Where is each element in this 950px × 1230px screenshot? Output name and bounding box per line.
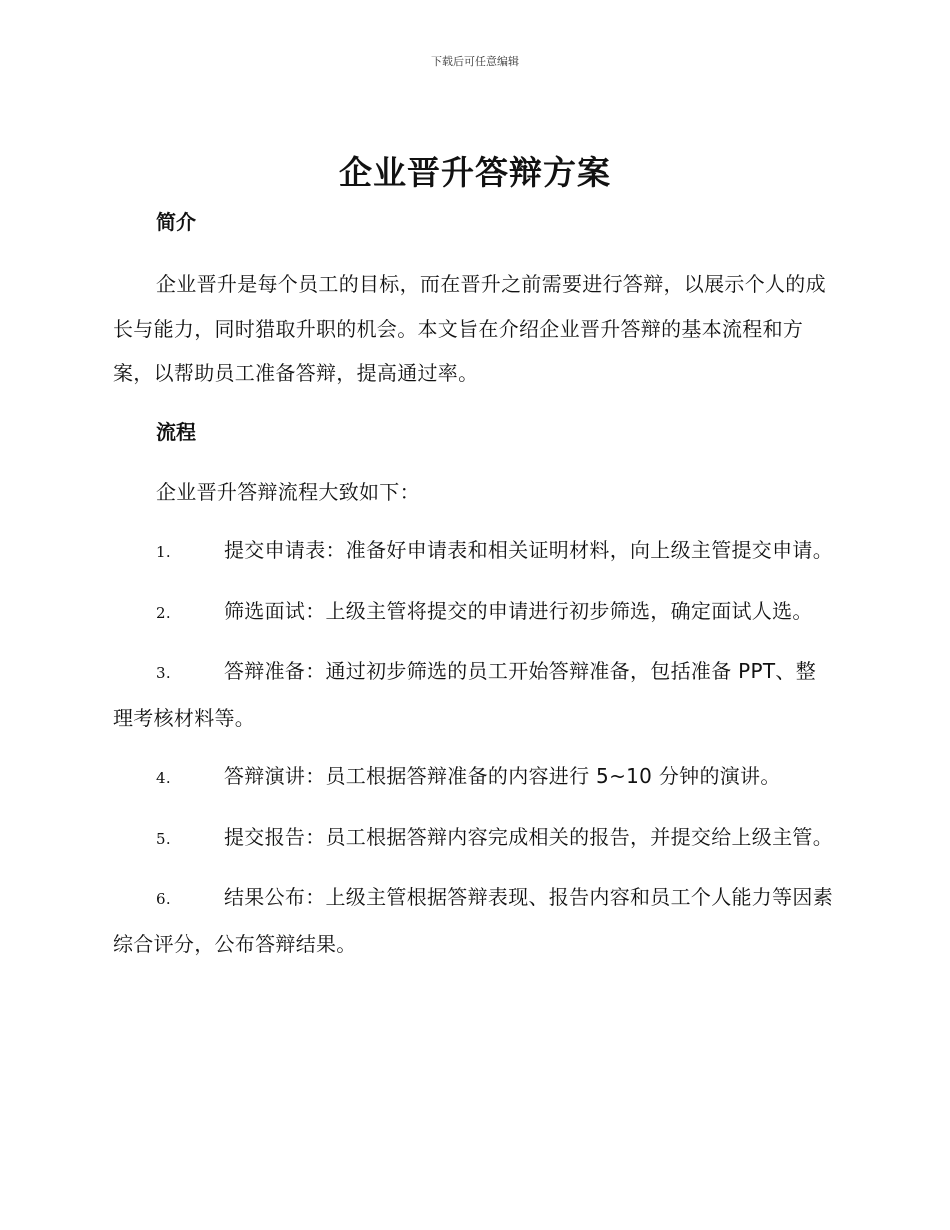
process-steps-list	[113, 528, 834, 966]
document-body	[113, 206, 834, 980]
list-item-text: 答辩演讲：员工根据答辩准备的内容进行 5~10 分钟的演讲。	[224, 764, 781, 788]
list-item	[113, 649, 834, 740]
list-item-number: 4.	[156, 769, 171, 787]
list-item-text: 提交申请表：准备好申请表和相关证明材料，向上级主管提交申请。	[224, 538, 833, 562]
intro-paragraph: 企业晋升是每个员工的目标，而在晋升之前需要进行答辩，以展示个人的成长与能力，同时猎取升职的机会。本文旨在介绍企业晋升答辩的基本流程和方案，以帮助员工准备答辩，提高通过率。	[113, 272, 826, 385]
list-item-text: 筛选面试：上级主管将提交的申请进行初步筛选，确定面试人选。	[224, 598, 813, 623]
list-item	[113, 875, 834, 966]
list-item	[113, 815, 834, 862]
list-item-number: 1.	[156, 543, 171, 561]
process-lead-paragraph: 企业晋升答辩流程大致如下：	[156, 479, 420, 504]
document-title: 企业晋升答辩方案	[339, 153, 611, 192]
header-note: 下载后可任意编辑	[431, 55, 519, 68]
list-item-number: 2.	[156, 603, 171, 622]
list-item-text: 答辩准备：通过初步筛选的员工开始答辩准备，包括准备 PPT、整理考核材料等。	[113, 659, 816, 730]
list-item-number: 3.	[156, 664, 171, 682]
list-item	[113, 754, 834, 801]
list-item	[113, 589, 834, 636]
section-heading-intro: 简介	[156, 210, 196, 234]
list-item	[113, 528, 834, 575]
list-item-text: 提交报告：员工根据答辩内容完成相关的报告，并提交给上级主管。	[224, 824, 833, 849]
list-item-number: 5.	[156, 829, 171, 848]
section-heading-process: 流程	[156, 419, 196, 444]
list-item-text: 结果公布：上级主管根据答辩表现、报告内容和员工个人能力等因素综合评分，公布答辩结果。	[113, 885, 833, 956]
list-item-number: 6.	[156, 890, 171, 908]
